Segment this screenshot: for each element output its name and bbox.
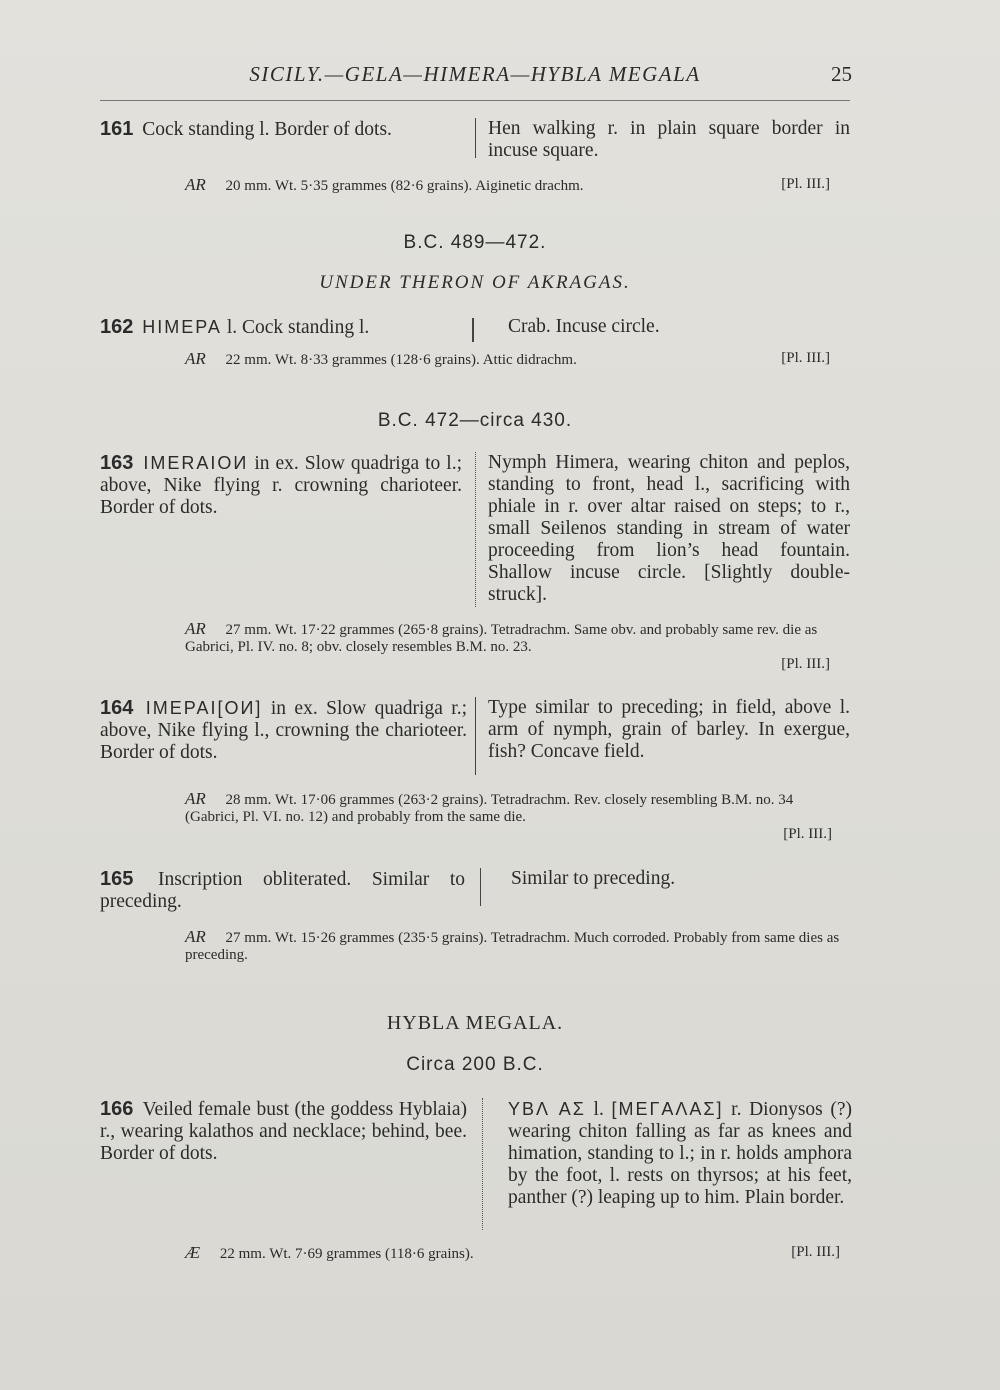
metal-label: AR (185, 619, 206, 638)
metal-label: AR (185, 789, 206, 808)
obverse-text: Inscription obliterated. Similar to preceding. (100, 869, 465, 912)
coin-legend: IMERAIOИ (143, 453, 249, 473)
coin-details-166 (185, 1244, 840, 1263)
weight-details: 22 mm. Wt. 7·69 grammes (118·6 grains). (219, 1246, 474, 1262)
catalogue-entry-164 (100, 697, 850, 787)
entry-number: 165 (100, 868, 134, 890)
plate-reference: [Pl. III.] (781, 350, 830, 366)
obverse-description (100, 868, 465, 913)
catalogue-entry-163 (100, 452, 850, 612)
catalogue-entry-162 (100, 316, 850, 342)
reverse-description (482, 1098, 852, 1230)
period-heading: B.C. 489—472. (403, 232, 547, 253)
weight-details: 20 mm. Wt. 5·35 grammes (82·6 grains). Aiginetic drachm. (225, 178, 584, 194)
period-heading: Circa 200 B.C. (406, 1054, 544, 1075)
obverse-description (100, 1098, 467, 1165)
coin-legend: IMEPAI[OИ] (145, 698, 263, 718)
reverse-description: Similar to preceding. (480, 868, 855, 906)
obverse-description (100, 697, 467, 764)
obverse-text: l. Cock standing l. (226, 317, 370, 338)
entry-number: 164 (100, 697, 134, 719)
coin-details-161 (185, 176, 830, 195)
weight-details: 22 mm. Wt. 8·33 grammes (128·6 grains). Attic didrachm. (225, 352, 577, 368)
weight-details: 28 mm. Wt. 17·06 grammes (263·2 grains). Tetradrachm. Rev. closely resembling B.M. no. 34 (Gabrici, Pl. VI. no. 12) and probably from the same die. (185, 792, 794, 825)
coin-details-162 (185, 350, 830, 369)
plate-reference: [Pl. III.] (783, 826, 832, 842)
metal-label: AR (185, 349, 206, 368)
catalogue-entry-161 (100, 118, 850, 168)
reverse-description: Crab. Incuse circle. (508, 316, 660, 337)
plate-reference: [Pl. III.] (781, 656, 830, 672)
period-heading: B.C. 472—circa 430. (377, 410, 573, 431)
obverse-text: in ex. Slow quadriga to l.; above, Nike flying r. crowning charioteer. Border of dots. (100, 453, 463, 518)
column-divider (472, 318, 474, 342)
plate-reference: [Pl. III.] (781, 176, 830, 192)
coin-legend: YBΛ AΣ (508, 1099, 586, 1119)
metal-label: AR (185, 175, 206, 194)
page-number: 25 (831, 62, 852, 86)
entry-number: 162 (100, 316, 134, 338)
coin-legend: [MEΓAΛAΣ] (611, 1099, 724, 1119)
obverse-description (100, 316, 465, 339)
metal-label: Æ (185, 1243, 201, 1262)
weight-details: 27 mm. Wt. 17·22 grammes (265·8 grains). Tetradrachm. Same obv. and probably same rev. die as Gabrici, Pl. IV. no. 8; obv. closely resembles B.M. no. 23. (185, 622, 818, 655)
weight-details: 27 mm. Wt. 15·26 grammes (235·5 grains). Tetradrachm. Much corroded. Probably from same dies as preceding. (185, 930, 840, 963)
entry-number: 163 (100, 452, 134, 474)
reverse-description: Nymph Himera, wearing chiton and peplos, standing to front, head l., sacrificing with phiale in r. over altar raised on steps; to r., small Seilenos standing in stream of water proceeding from lion’s head fountain. Shallow incuse circle. [Slightly double-struck]. (475, 452, 850, 607)
reverse-description: Type similar to preceding; in field, above l. arm of nymph, grain of barley. In exergue, fish? Concave field. (475, 697, 850, 775)
obverse-text: Cock standing l. Border of dots. (142, 119, 392, 140)
coin-legend: HIMEPA (142, 317, 222, 337)
obverse-description (100, 118, 470, 141)
entry-number: 161 (100, 118, 134, 140)
entry-number: 166 (100, 1098, 134, 1120)
coin-details-164 (185, 790, 850, 843)
coin-details-165 (185, 928, 850, 964)
metal-label: AR (185, 927, 206, 946)
city-heading: HYBLA MEGALA. (386, 1012, 564, 1034)
obverse-text: Veiled female bust (the goddess Hyblaia) r., wearing kalathos and necklace; behind, bee. Border of dots. (100, 1099, 467, 1164)
obverse-text: in ex. Slow quadriga r.; above, Nike flying l., crowning the charioteer. Border of dots. (100, 698, 467, 763)
coin-details-163 (185, 620, 830, 673)
running-title: SICILY.—GELA—HIMERA—HYBLA MEGALA (249, 62, 701, 86)
catalogue-entry-166 (100, 1098, 853, 1233)
ruler-heading: UNDER THERON OF AKRAGAS. (319, 272, 631, 293)
obverse-description (100, 452, 462, 519)
reverse-description: Hen walking r. in plain square border in incuse square. (475, 118, 850, 158)
catalogue-entry-165 (100, 868, 850, 918)
reverse-text: r. Dionysos (?) wearing chiton falling as far as knees and himation, standing to l.; in r. holds amphora by the foot, l. rests on thyrsos; at his feet, panther (?) leaping up to him. Plain border. (508, 1099, 853, 1208)
reverse-text: l. (593, 1099, 604, 1120)
page-header (100, 62, 850, 101)
plate-reference: [Pl. III.] (791, 1244, 840, 1260)
